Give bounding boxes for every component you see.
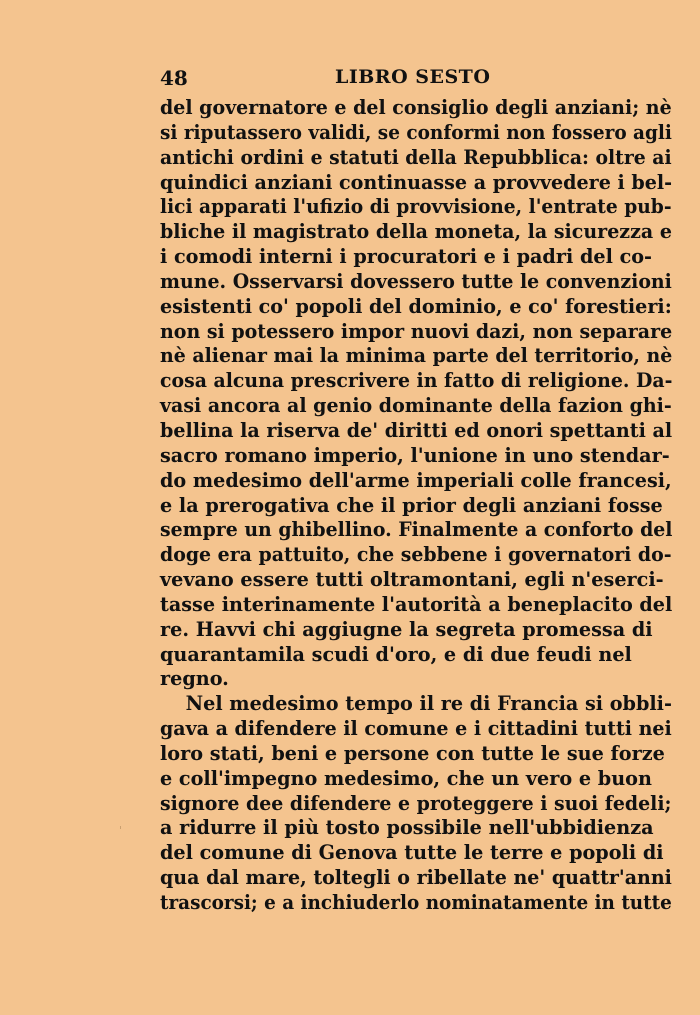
text-line: quarantamila scudi d'oro, e di due feudi nel <box>160 642 632 666</box>
text-line: e la prerogativa che il prior degli anziani fosse <box>160 493 663 517</box>
text-line: cosa alcuna prescrivere in fatto di religione. Da- <box>160 369 673 393</box>
text-line: vevano essere tutti oltramontani, egli n'eserci- <box>160 568 664 592</box>
text-line: trascorsi; e a inchiuderlo nominatamente in tutte <box>160 891 672 914</box>
text-line: vasi ancora al genio dominante della fazion ghi- <box>160 394 672 418</box>
text-line: sacro romano imperio, l'unione in uno stendar- <box>160 443 670 467</box>
text-line: gava a difendere il comune e i cittadini tutti nei <box>160 717 672 741</box>
page-header <box>160 66 670 92</box>
text-line: tasse interinamente l'autorità a beneplacito del <box>160 592 673 616</box>
running-title: LIBRO SESTO <box>335 66 491 88</box>
text-line: bellina la riserva de' diritti ed onori spettanti al <box>160 418 673 442</box>
text-line: loro stati, beni e persone con tutte le sue forze <box>160 741 665 765</box>
margin-mark <box>120 826 121 829</box>
text-line: do medesimo dell'arme imperiali colle francesi, <box>160 468 672 492</box>
body-text <box>160 96 680 916</box>
text-line: a ridurre il più tosto possibile nell'ubbidienza <box>160 816 654 840</box>
text-line: del comune di Genova tutte le terre e popoli di <box>160 841 664 865</box>
text-line: mune. Osservarsi dovessero tutte le convenzioni <box>160 269 672 293</box>
text-line: doge era pattuito, che sebbene i governatori do- <box>160 543 672 567</box>
text-line: signore dee difendere e proteggere i suoi fedeli; <box>160 791 672 815</box>
page-number: 48 <box>160 66 188 90</box>
text-line: e coll'impegno medesimo, che un vero e buon <box>160 766 652 790</box>
text-line: antichi ordini e statuti della Repubblica: oltre ai <box>160 145 672 169</box>
text-line: regno. <box>160 667 229 691</box>
text-line: non si potessero impor nuovi dazi, non separare <box>160 319 673 343</box>
text-line: nè alienar mai la minima parte del territorio, nè <box>160 344 673 368</box>
text-line: i comodi interni i procuratori e i padri del co- <box>160 245 653 269</box>
text-line: re. Havvi chi aggiugne la segreta promessa di <box>160 617 653 641</box>
text-line: bliche il magistrato della moneta, la sicurezza e <box>160 220 672 244</box>
text-line: lici apparati l'ufizio di provvisione, l'entrate pub- <box>160 195 672 219</box>
text-line: qua dal mare, toltegli o ribellate ne' quattr'anni <box>160 866 672 890</box>
text-line: esistenti co' popoli del dominio, e co' forestieri: <box>160 294 672 318</box>
text-line: si riputassero validi, se conformi non fossero agli <box>160 120 672 144</box>
text-line: quindici anziani continuasse a provvedere i bel- <box>160 170 673 194</box>
text-line: del governatore e del consiglio degli anziani; nè <box>160 96 672 119</box>
paragraph-first-line: Nel medesimo tempo il re di Francia si obbli- <box>185 692 672 716</box>
text-line: sempre un ghibellino. Finalmente a conforto del <box>160 518 673 542</box>
